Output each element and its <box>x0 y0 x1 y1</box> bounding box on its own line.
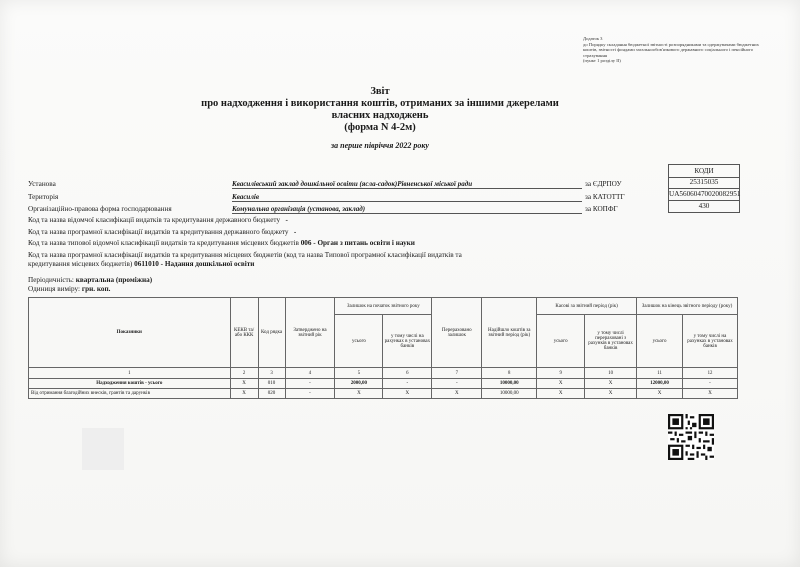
cell-approved: - <box>285 389 335 399</box>
column-numbers-row <box>29 368 738 379</box>
classifier-line-1: Код та назва відомчої класифікації видатків та кредитування державного бюджету - <box>28 216 288 224</box>
column-number: 1 <box>29 368 231 379</box>
cell-transferred: - <box>432 379 482 389</box>
column-number: 12 <box>683 368 738 379</box>
cell-bal-end: 12000,00 <box>637 379 683 389</box>
legal-form-value: Комунальна організація (установа, заклад) <box>232 205 582 214</box>
katottg-label: за КАТОТТГ <box>585 193 625 201</box>
cell-name: Від отримання благодійних внесків, грантів та дарунків <box>29 389 231 399</box>
header-spent-banks: у тому числі перераховані з рахунків в установах банків <box>585 315 637 368</box>
cell-name: Надходження коштів - усього <box>29 379 231 389</box>
header-start-total: усього <box>335 315 383 368</box>
code-kopfg: 430 <box>668 201 740 213</box>
header-approved: Затверджено на звітний рік <box>285 298 335 368</box>
territory-label: Територія <box>28 193 59 201</box>
cell-received: 10000,00 <box>482 379 537 389</box>
header-transferred: Перераховано залишок <box>432 298 482 368</box>
column-number: 2 <box>230 368 258 379</box>
header-balance-start: Залишок на початок звітного року <box>335 298 432 315</box>
cell-bal-end-banks: X <box>683 389 738 399</box>
header-row-code: Код рядка <box>258 298 285 368</box>
title-line-3: власних надходжень <box>331 110 429 121</box>
header-kekv: КЕКВ та/або ККК <box>230 298 258 368</box>
institution-label: Установа <box>28 180 56 188</box>
report-period: за перше півріччя 2022 року <box>331 141 429 150</box>
cell-approved: - <box>285 379 335 389</box>
cell-bal-start: 2000,00 <box>335 379 383 389</box>
header-received: Надійшло коштів за звітний період (рік) <box>482 298 537 368</box>
title-line-1: Звіт <box>370 86 390 97</box>
faded-stamp <box>82 428 124 470</box>
institution-value: Квасилівський заклад дошкільної освіти (ясла-садок)Рівненської міської ради <box>232 180 582 189</box>
cell-spent: X <box>537 379 585 389</box>
unit-of-measure: Одиниця виміру: грн. коп. <box>28 285 111 293</box>
header-spent: Касові за звітний період (рік) <box>537 298 637 315</box>
header-end-total: усього <box>637 315 683 368</box>
cell-spent: X <box>537 389 585 399</box>
cell-bal-end-banks: - <box>683 379 738 389</box>
header-indicators: Показники <box>29 298 231 368</box>
column-number: 9 <box>537 368 585 379</box>
cell-bal-start-banks: X <box>383 389 432 399</box>
column-number: 3 <box>258 368 285 379</box>
report-title <box>180 86 580 134</box>
column-number: 8 <box>482 368 537 379</box>
header-end-banks: у тому числі на рахунках в установах банків <box>683 315 738 368</box>
cell-kekv: X <box>230 389 258 399</box>
cell-code: 010 <box>258 379 285 389</box>
edrpou-label: за ЄДРПОУ <box>585 180 622 188</box>
column-number: 11 <box>637 368 683 379</box>
cell-received: 10000,00 <box>482 389 537 399</box>
header-spent-total: усього <box>537 315 585 368</box>
cell-code: 020 <box>258 389 285 399</box>
code-edrpou: 25315035 <box>668 177 740 189</box>
column-number: 6 <box>383 368 432 379</box>
cell-bal-start: X <box>335 389 383 399</box>
cell-kekv: X <box>230 379 258 389</box>
code-katottg: UA56060470020082951 <box>668 189 740 201</box>
classifier-line-3: Код та назва типової відомчої класифікації видатків та кредитування місцевих бюджетів 006 - Орган з питань освіти і науки <box>28 239 415 247</box>
title-line-4: (форма N 4-2м) <box>344 122 416 133</box>
column-number: 4 <box>285 368 335 379</box>
classifier-line-4: Код та назва програмної класифікації видатків та кредитування місцевих бюджетів (код та назва Типової програмної класифікації видатків та <box>28 251 462 259</box>
cell-bal-end: X <box>637 389 683 399</box>
legal-form-label: Організаційно-правова форма господарювання <box>28 205 172 213</box>
report-table <box>28 297 738 399</box>
classifier-line-4b: кредитування місцевих бюджетів) 0611010 - Надання дошкільної освіти <box>28 260 255 268</box>
cell-spent-banks: X <box>585 389 637 399</box>
classifier-line-2: Код та назва програмної класифікації видатків та кредитування державного бюджету - <box>28 228 297 236</box>
cell-transferred: X <box>432 389 482 399</box>
column-number: 10 <box>585 368 637 379</box>
regulation-note: Додаток 3 до Порядку складання бюджетної звітності розпорядниками та одержувачами бюджетних коштів, звітності фондами загальнообов'язкового державного соціального і пенсійного страхування (пункт 1 розділу II) <box>583 36 759 64</box>
header-start-banks: у тому числі на рахунках в установах банків <box>383 315 432 368</box>
cell-spent-banks: X <box>585 379 637 389</box>
periodicity: Періодичність: квартальна (проміжна) <box>28 276 153 284</box>
table-row <box>29 389 738 399</box>
column-number: 5 <box>335 368 383 379</box>
title-line-2: про надходження і використання коштів, отриманих за іншими джерелами <box>201 98 559 109</box>
cell-bal-start-banks: - <box>383 379 432 389</box>
territory-value: Квасилів <box>232 193 582 202</box>
column-number: 7 <box>432 368 482 379</box>
kopfg-label: за КОПФГ <box>585 205 618 213</box>
codes-header: КОДИ <box>668 164 740 178</box>
header-balance-end: Залишок на кінець звітного періоду (року) <box>637 298 738 315</box>
qr-code-icon <box>668 414 714 460</box>
table-row <box>29 379 738 389</box>
